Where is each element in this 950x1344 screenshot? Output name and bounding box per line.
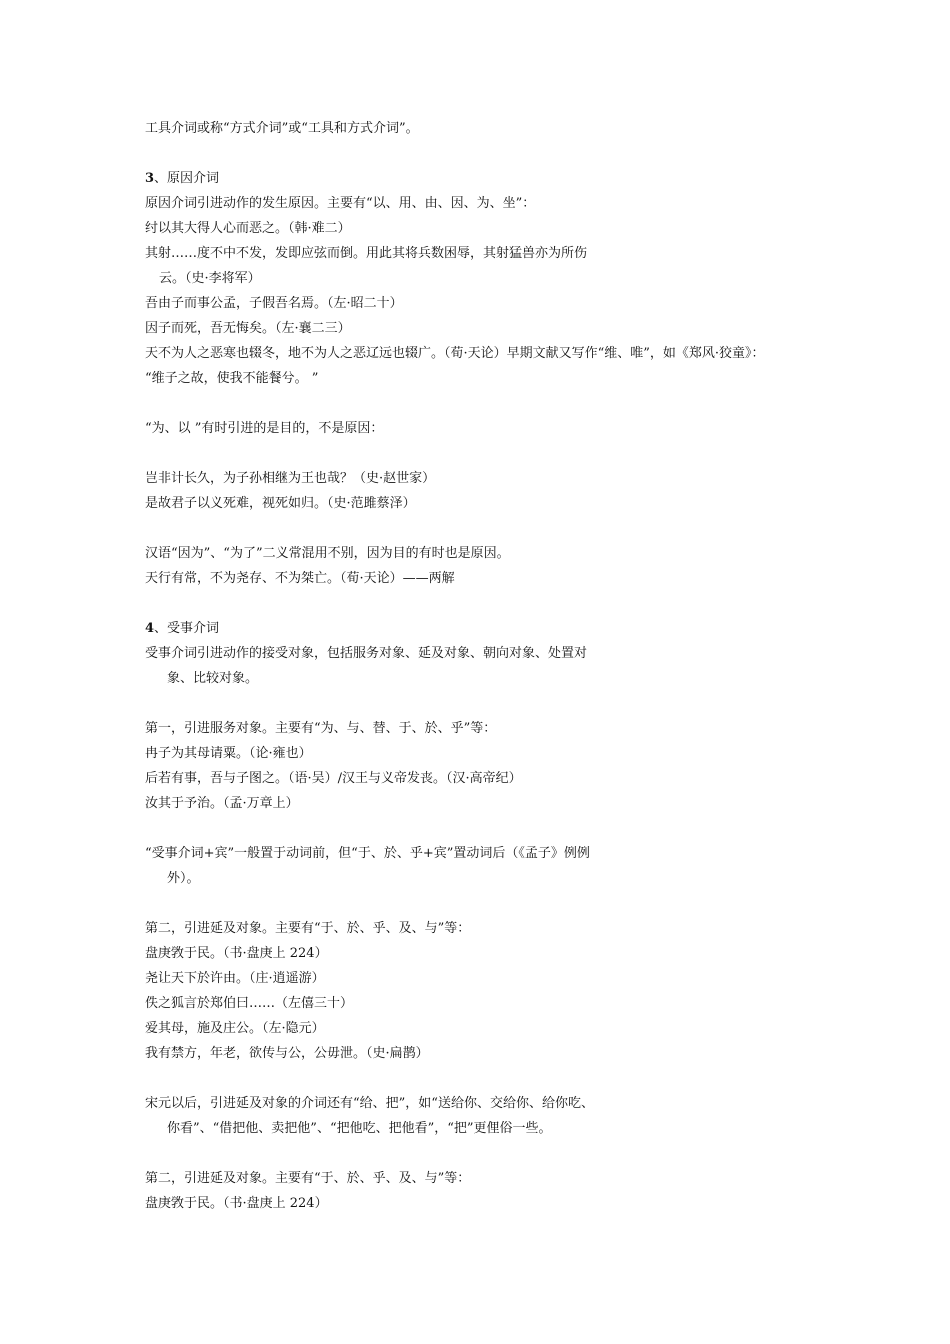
example-line: 盘庚敩于民。（书·盘庚上 224） [145,946,328,961]
blank-line [145,816,845,841]
text-line: 宋元以后，引进延及对象的介词还有“给、把”，如“送给你、交给你、给你吃、 [145,1096,594,1111]
example-line: 佚之狐言於郑伯曰……（左僖三十） [145,996,354,1011]
section-title: 、原因介词 [154,171,220,186]
example-line: 是故君子以义死难，视死如归。（史·范雎蔡泽） [145,496,416,511]
text-line: “为、以 ”有时引进的是目的，不是原因： [145,421,384,436]
example-line: 天不为人之恶寒也辍冬，地不为人之恶辽远也辍广。（荀·天论）早期文献又写作“维、唯”，如《郑风·狡童》： [145,346,765,361]
blank-line [145,1066,845,1091]
example-line: 纣以其大得人心而恶之。（韩·难二） [145,221,351,236]
text-line: 第一，引进服务对象。主要有“为、与、替、于、於、乎”等： [145,721,497,736]
example-line: 尧让天下於许由。（庄·逍遥游） [145,971,325,986]
example-line: 汝其于予治。（孟·万章上） [145,796,299,811]
text-line: 工具介词或称“方式介词”或“工具和方式介词”。 [145,121,419,136]
blank-line [145,1141,845,1166]
example-line: 后若有事，吾与子图之。（语·吴）/汉王与义帝发丧。（汉·高帝纪） [145,771,522,786]
section-number: 3 [145,171,155,186]
section-number: 4 [145,621,155,636]
section-heading-3 [145,166,845,191]
text-line: 受事介词引进动作的接受对象，包括服务对象、延及对象、朝向对象、处置对 [145,646,588,661]
example-line: 吾由子而事公孟，子假吾名焉。（左·昭二十） [145,296,403,311]
section-heading-4 [145,616,845,641]
example-line: 天行有常，不为尧存、不为桀亡。（荀·天论）——两解 [145,571,455,586]
text-line: 汉语“因为”、“为了”二义常混用不别，因为目的有时也是原因。 [145,546,510,561]
blank-line [145,591,845,616]
blank-line [145,516,845,541]
blank-line [145,141,845,166]
blank-line [145,691,845,716]
example-line-continuation: 云。（史·李将军） [159,271,261,286]
example-line: 因子而死，吾无悔矣。（左·襄二三） [145,321,351,336]
text-line: “受事介词+宾”一般置于动词前，但“于、於、乎+宾”置动词后（《孟子》例例 [145,846,590,861]
blank-line [145,391,845,416]
example-line: “维子之故，使我不能餐兮。 ” [145,371,319,386]
text-line: 原因介词引进动作的发生原因。主要有“以、用、由、因、为、坐”： [145,196,536,211]
text-line-continuation: 外）。 [167,871,200,886]
document-body [145,116,845,1216]
example-line: 爱其母，施及庄公。（左·隐元） [145,1021,325,1036]
blank-line [145,891,845,916]
example-line: 我有禁方，年老，欲传与公，公毋泄。（史·扁鹊） [145,1046,429,1061]
section-title: 、受事介词 [154,621,220,636]
text-line-continuation: 象、比较对象。 [167,671,259,686]
example-line: 岂非计长久，为子孙相继为王也哉？（史·赵世家） [145,471,436,486]
example-line: 冉子为其母请粟。（论·雍也） [145,746,312,761]
text-line: 第二，引进延及对象。主要有“于、於、乎、及、与”等： [145,1171,471,1186]
blank-line [145,441,845,466]
example-line: 盘庚敩于民。（书·盘庚上 224） [145,1196,328,1211]
text-line-continuation: 你看”、“借把他、卖把他”、“把他吃、把他看”，“把”更俚俗一些。 [167,1121,552,1136]
text-line: 第二，引进延及对象。主要有“于、於、乎、及、与”等： [145,921,471,936]
example-line: 其射……度不中不发，发即应弦而倒。用此其将兵数困辱，其射猛兽亦为所伤 [145,246,588,261]
